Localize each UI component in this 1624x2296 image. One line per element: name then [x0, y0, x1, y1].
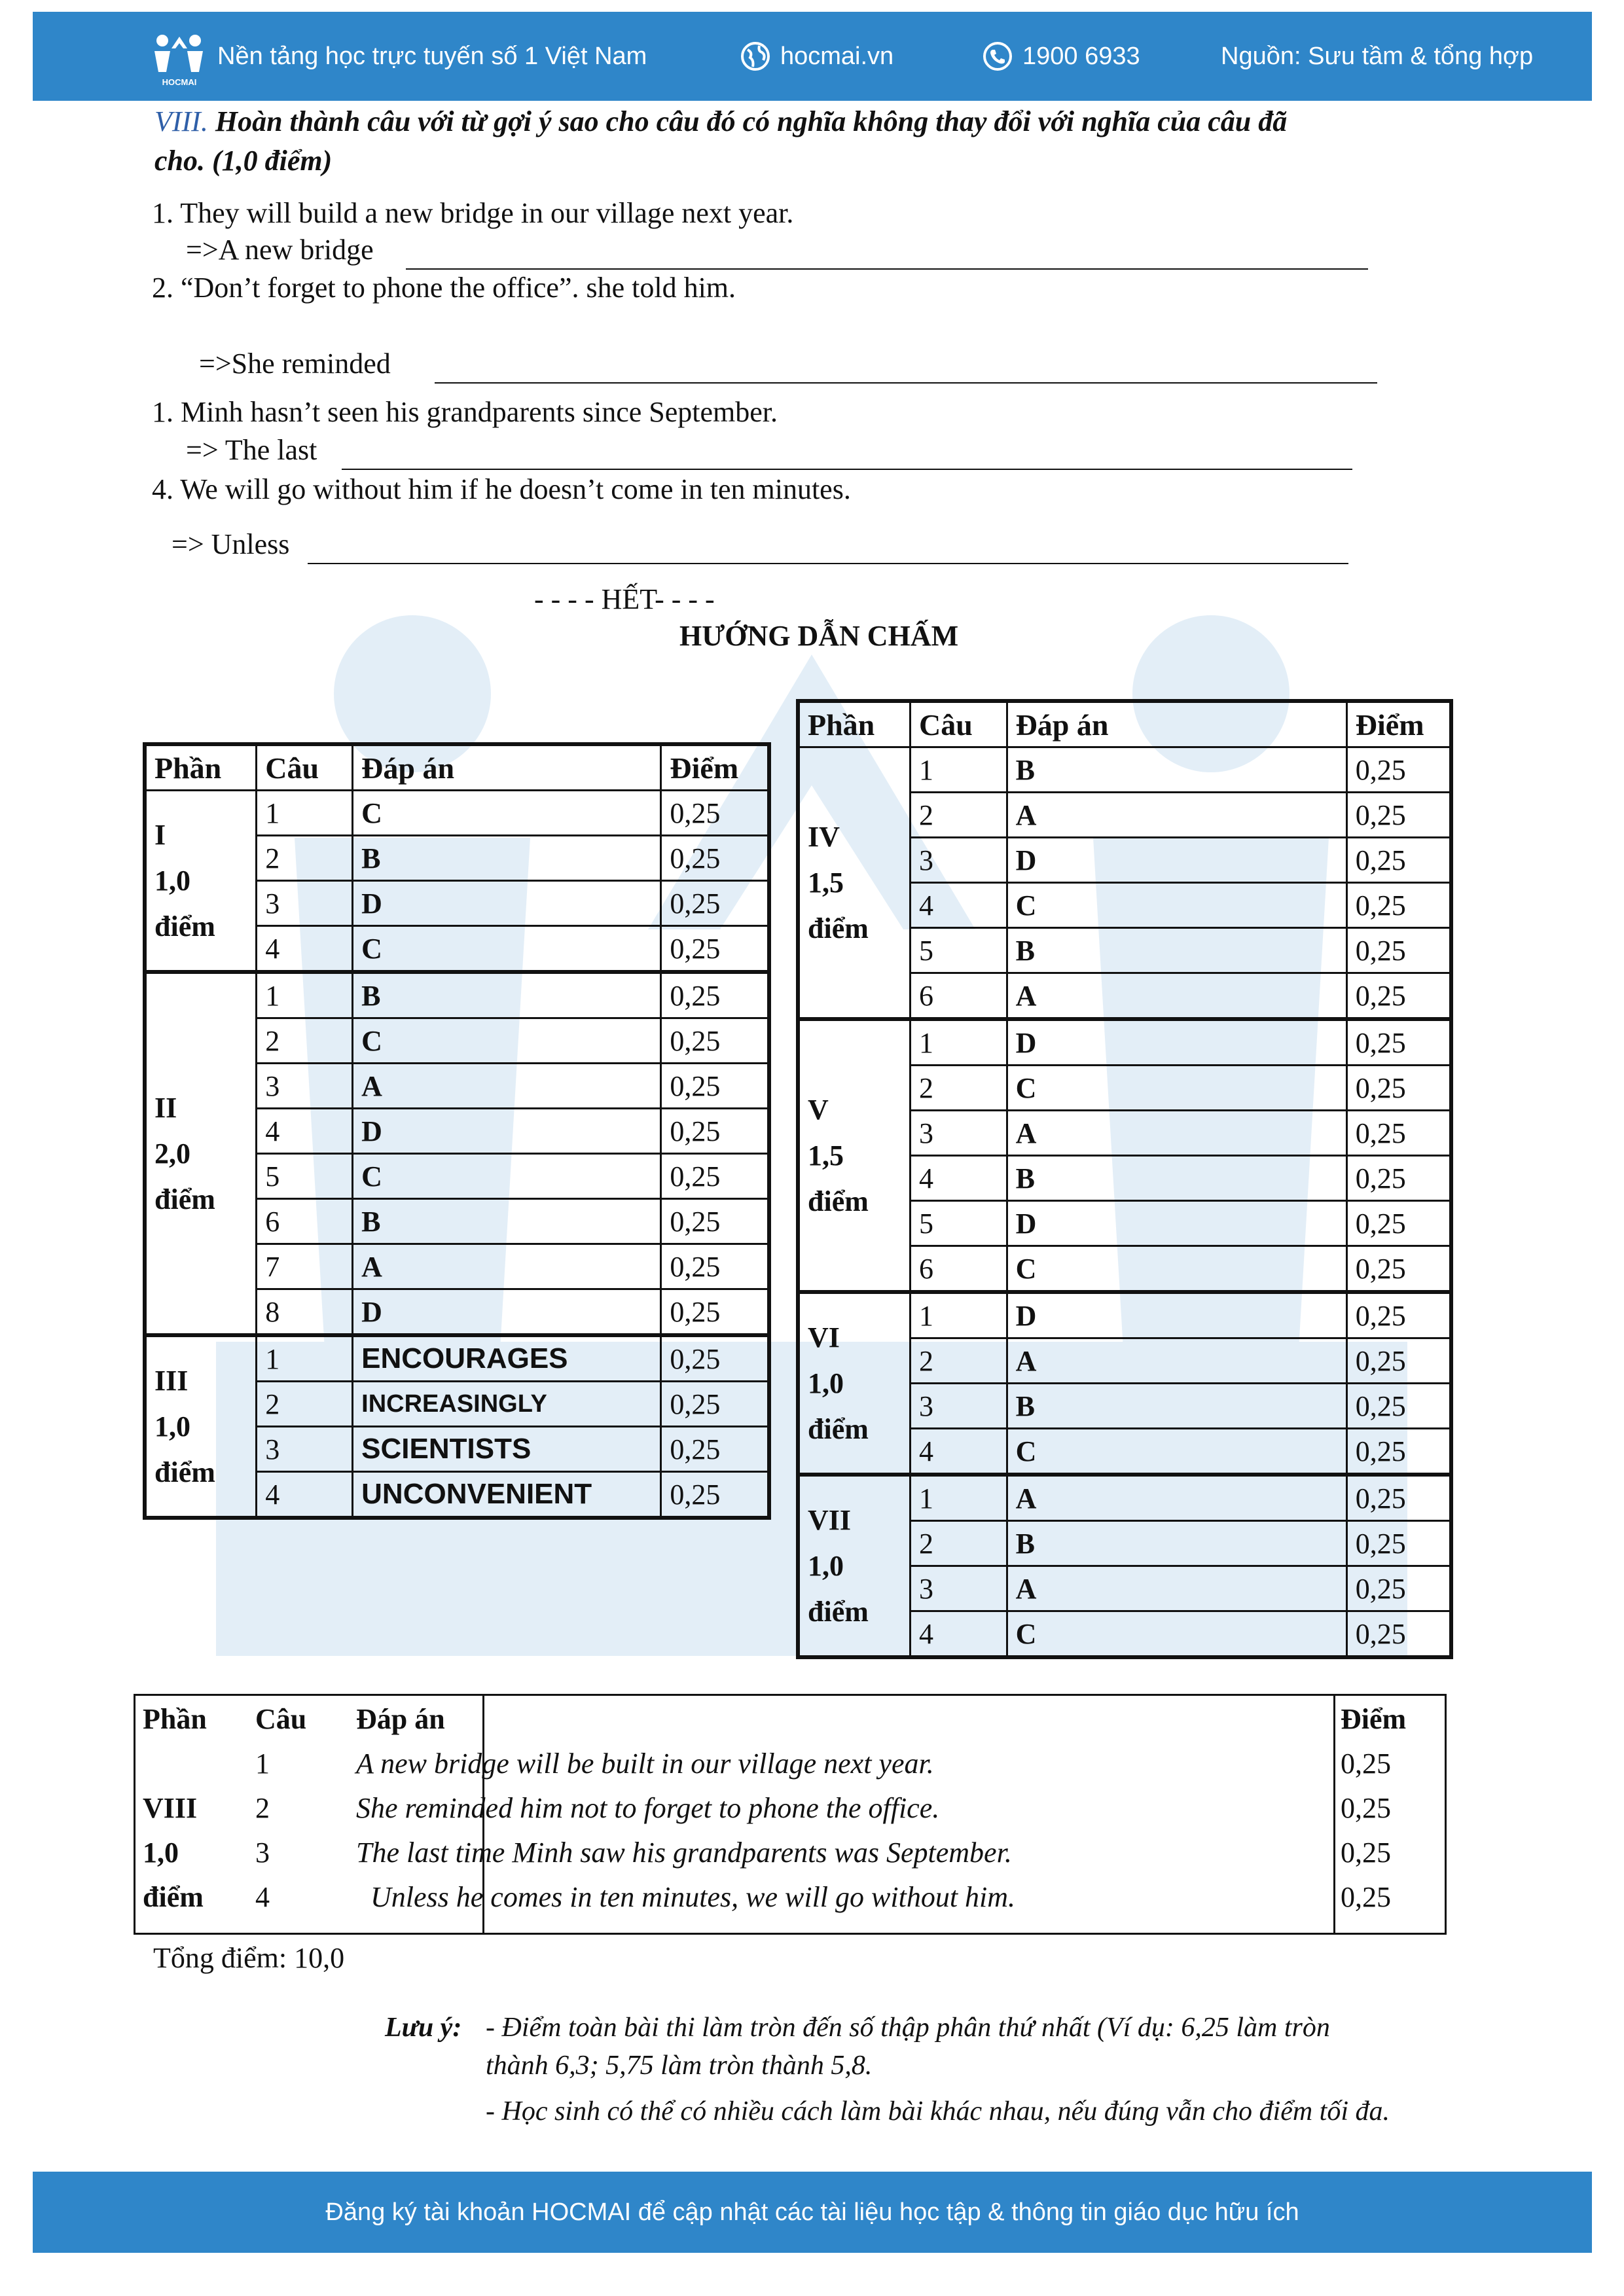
question-number: 3: [257, 1427, 353, 1472]
score-cell: 0,25: [1346, 1475, 1451, 1521]
header-website-text[interactable]: hocmai.vn: [780, 42, 894, 70]
answer-cell: A: [353, 1064, 661, 1109]
header-phone-text[interactable]: 1900 6933: [1022, 42, 1140, 70]
question-number: 8: [257, 1289, 353, 1336]
score-cell: 0,25: [661, 1154, 769, 1199]
question-number: 2: [257, 836, 353, 881]
question-number: 1: [255, 1747, 270, 1780]
section8-title-text: Hoàn thành câu với từ gợi ý sao cho câu đó có nghĩa không thay đổi với nghĩa của câu đã: [215, 105, 1288, 137]
question-number: 1: [911, 1019, 1007, 1066]
note-line-2: thành 6,3; 5,75 làm tròn thành 5,8.: [486, 2051, 873, 2081]
score-cell: 0,25: [661, 1109, 769, 1154]
answer-cell: D: [353, 1109, 661, 1154]
section-label: [136, 1741, 249, 1785]
score-cell: 0,25: [661, 1199, 769, 1244]
table-row: [136, 1830, 1443, 1874]
answer-line-2[interactable]: [435, 382, 1377, 384]
answer-cell: C: [353, 791, 661, 836]
footer-text[interactable]: Đăng ký tài khoản HOCMAI để cập nhật các tài liệu học tập & thông tin giáo dục hữu ích: [325, 2198, 1299, 2226]
score-cell: 0,25: [1346, 973, 1451, 1020]
score-cell: 0,25: [1346, 928, 1451, 973]
header-cau: Câu: [911, 701, 1007, 747]
question-number: 3: [257, 881, 353, 926]
total-score: Tổng điểm: 10,0: [153, 1942, 345, 1974]
question-number: 3: [257, 1064, 353, 1109]
section8-number: VIII.: [154, 105, 208, 137]
score-cell: 0,25: [1346, 1246, 1451, 1293]
section-cell: [798, 1292, 911, 1475]
header-phan: Phần: [145, 744, 257, 791]
section-cell: [145, 791, 257, 973]
question-number: 1: [911, 1292, 1007, 1338]
answer-cell: B: [353, 836, 661, 881]
note-line-3: - Học sinh có thể có nhiều cách làm bài khác nhau, nếu đúng vẫn cho điểm tối đa.: [486, 2096, 1390, 2126]
answer-line-4[interactable]: [308, 563, 1348, 564]
score-cell: 0,25: [661, 1289, 769, 1336]
question-number: 5: [911, 928, 1007, 973]
score-cell: 0,25: [1346, 793, 1451, 838]
score-cell: 0,25: [1341, 1747, 1391, 1780]
score-cell: 0,25: [661, 1335, 769, 1382]
section-label: VI: [808, 1321, 840, 1354]
guide-title: HƯỚNG DẪN CHẤM: [679, 620, 959, 652]
answer-cell: A: [1007, 1475, 1346, 1521]
header-source: [1221, 12, 1533, 101]
section-label: điểm: [808, 1412, 869, 1445]
header-dap-an: Đáp án: [356, 1702, 445, 1735]
table-header-row: [136, 1696, 1443, 1741]
header-brand: [217, 12, 647, 101]
answer-cell: D: [1007, 838, 1346, 883]
score-cell: 0,25: [1346, 883, 1451, 928]
score-cell: 0,25: [1346, 1156, 1451, 1201]
question-number: 1: [911, 747, 1007, 793]
question-number: 5: [257, 1154, 353, 1199]
table-header-row: [145, 744, 769, 791]
answer-cell: INCREASINGLY: [353, 1382, 661, 1427]
section-cell: [798, 747, 911, 1020]
answer-cell: B: [1007, 928, 1346, 973]
score-cell: 0,25: [1346, 1429, 1451, 1475]
section-cell: [798, 1019, 911, 1292]
section-cell: [145, 1335, 257, 1518]
question-4-prompt: => Unless: [171, 528, 290, 560]
question-number: 2: [911, 1521, 1007, 1566]
question-number: 7: [257, 1244, 353, 1289]
score-cell: 0,25: [661, 1064, 769, 1109]
header-diem: Điểm: [1346, 701, 1451, 747]
header-dap-an: Đáp án: [1007, 701, 1346, 747]
score-cell: 0,25: [1346, 1611, 1451, 1658]
score-cell: 0,25: [1341, 1836, 1391, 1869]
hocmai-logo-icon: [149, 31, 209, 89]
phone-icon: [982, 41, 1013, 72]
question-number: 2: [255, 1791, 270, 1824]
score-cell: 0,25: [661, 1427, 769, 1472]
question-number: 4: [911, 1611, 1007, 1658]
question-number: 6: [911, 1246, 1007, 1293]
header-diem: Điểm: [1341, 1702, 1407, 1735]
end-marker: - - - - HẾT- - - -: [534, 583, 715, 615]
note-label: Lưu ý:: [385, 2013, 462, 2043]
answer-cell: UNCONVENIENT: [353, 1472, 661, 1518]
answer-cell: C: [353, 926, 661, 973]
question-2-prompt: =>She reminded: [199, 348, 391, 380]
table-row: [136, 1874, 1443, 1919]
section-label: 2,0: [154, 1137, 190, 1170]
question-number: 6: [257, 1199, 353, 1244]
score-cell: 0,25: [661, 881, 769, 926]
question-1-sentence: 1. They will build a new bridge in our village next year.: [152, 197, 794, 229]
answer-sentence: She reminded him not to forget to phone the office.: [356, 1791, 940, 1824]
score-cell: 0,25: [1346, 1111, 1451, 1156]
score-cell: 0,25: [1346, 1201, 1451, 1246]
table-row: [136, 1741, 1443, 1785]
question-number: 5: [911, 1201, 1007, 1246]
answer-cell: A: [353, 1244, 661, 1289]
question-1-prompt: =>A new bridge: [186, 234, 374, 266]
header-dap-an: Đáp án: [353, 744, 661, 791]
footer-bar[interactable]: [33, 2172, 1592, 2253]
answer-cell: C: [1007, 1246, 1346, 1293]
answer-cell: C: [353, 1154, 661, 1199]
answer-cell: D: [1007, 1201, 1346, 1246]
header-phan: Phần: [143, 1702, 207, 1735]
section-label: điểm: [154, 1183, 215, 1215]
table-row: [145, 972, 769, 1018]
table-row: [798, 1475, 1451, 1521]
answer-sentence: A new bridge will be built in our village next year.: [356, 1747, 934, 1780]
question-number: 2: [911, 793, 1007, 838]
section-label: 1,5: [808, 866, 844, 899]
section-cell: [145, 972, 257, 1335]
score-cell: 0,25: [661, 972, 769, 1018]
table-row: [145, 791, 769, 836]
answer-cell: B: [353, 972, 661, 1018]
question-number: 4: [911, 1429, 1007, 1475]
note-line-1: - Điểm toàn bài thi làm tròn đến số thập phân thứ nhất (Ví dụ: 6,25 làm tròn: [486, 2013, 1330, 2043]
header-brand-text: Nền tảng học trực tuyến số 1 Việt Nam: [217, 42, 647, 70]
section-label: II: [154, 1091, 177, 1124]
question-number: 2: [257, 1382, 353, 1427]
answer-cell: C: [353, 1018, 661, 1064]
score-cell: 0,25: [1341, 1880, 1391, 1913]
answer-cell: A: [1007, 1566, 1346, 1611]
question-number: 4: [257, 1472, 353, 1518]
section-label: điểm: [808, 912, 869, 944]
score-cell: 0,25: [1346, 1521, 1451, 1566]
header-cau: Câu: [257, 744, 353, 791]
score-cell: 0,25: [1346, 1338, 1451, 1384]
answer-table-left: [143, 742, 771, 1520]
answer-cell: D: [1007, 1019, 1346, 1066]
score-cell: 0,25: [1346, 1566, 1451, 1611]
score-cell: 0,25: [1346, 1292, 1451, 1338]
answer-cell: B: [1007, 1156, 1346, 1201]
answer-cell: A: [1007, 1338, 1346, 1384]
section-label: 1,0: [154, 1410, 190, 1443]
answer-cell: D: [1007, 1292, 1346, 1338]
answer-cell: B: [353, 1199, 661, 1244]
question-number: 4: [255, 1880, 270, 1913]
question-number: 2: [911, 1338, 1007, 1384]
question-number: 3: [911, 1111, 1007, 1156]
answer-sentence: Unless he comes in ten minutes, we will go without him.: [370, 1880, 1016, 1913]
question-number: 2: [257, 1018, 353, 1064]
logo-text: HOCMAI: [162, 77, 197, 87]
score-cell: 0,25: [1346, 1066, 1451, 1111]
section-label: VIII: [143, 1791, 198, 1824]
score-cell: 0,25: [1341, 1791, 1391, 1824]
answer-cell: B: [1007, 1384, 1346, 1429]
question-2-sentence: 2. “Don’t forget to phone the office”. she told him.: [152, 272, 736, 304]
table-header-row: [798, 701, 1451, 747]
question-number: 4: [257, 926, 353, 973]
question-number: 1: [911, 1475, 1007, 1521]
section-label: III: [154, 1364, 189, 1397]
question-3-sentence: 1. Minh hasn’t seen his grandparents since September.: [152, 396, 778, 428]
answer-cell: C: [1007, 1611, 1346, 1658]
section-label: điểm: [808, 1595, 869, 1628]
section-label: V: [808, 1093, 829, 1126]
question-number: 4: [911, 1156, 1007, 1201]
score-cell: 0,25: [661, 836, 769, 881]
section-label: điểm: [143, 1880, 204, 1913]
question-number: 6: [911, 973, 1007, 1020]
section-label: 1,0: [143, 1836, 179, 1869]
table-row: [798, 1019, 1451, 1066]
header-phan: Phần: [798, 701, 911, 747]
question-number: 1: [257, 1335, 353, 1382]
score-cell: 0,25: [1346, 747, 1451, 793]
section-label: I: [154, 818, 166, 851]
answer-cell: B: [1007, 1521, 1346, 1566]
score-cell: 0,25: [661, 1472, 769, 1518]
section-label: điểm: [154, 1456, 215, 1488]
question-4-sentence: 4. We will go without him if he doesn’t come in ten minutes.: [152, 473, 851, 505]
answer-cell: C: [1007, 883, 1346, 928]
table-row: [145, 1335, 769, 1382]
question-number: 4: [911, 883, 1007, 928]
section-label: 1,0: [808, 1367, 844, 1399]
table-row: [798, 747, 1451, 793]
section8-title-line2: cho. (1,0 điểm): [154, 145, 333, 177]
answer-cell: ENCOURAGES: [353, 1335, 661, 1382]
score-cell: 0,25: [661, 1018, 769, 1064]
question-number: 1: [257, 791, 353, 836]
header-cau: Câu: [255, 1702, 307, 1735]
answer-cell: C: [1007, 1066, 1346, 1111]
question-number: 3: [255, 1836, 270, 1869]
answer-cell: A: [1007, 973, 1346, 1020]
section-label: VII: [808, 1503, 852, 1536]
question-number: 4: [257, 1109, 353, 1154]
answer-cell: SCIENTISTS: [353, 1427, 661, 1472]
answer-cell: A: [1007, 793, 1346, 838]
score-cell: 0,25: [661, 926, 769, 973]
section8-title-line1: [154, 105, 1287, 138]
table-row: [136, 1785, 1443, 1830]
answer-cell: D: [353, 881, 661, 926]
score-cell: 0,25: [1346, 1019, 1451, 1066]
header-diem: Điểm: [661, 744, 769, 791]
answer-sentence: The last time Minh saw his grandparents was September.: [356, 1836, 1012, 1869]
answer-cell: B: [1007, 747, 1346, 793]
section-label: IV: [808, 820, 840, 853]
section-label: 1,0: [808, 1549, 844, 1582]
answer-line-3[interactable]: [342, 469, 1352, 470]
question-number: 2: [911, 1066, 1007, 1111]
header-source-text: Nguồn: Sưu tầm & tổng hợp: [1221, 42, 1534, 70]
answer-cell: A: [1007, 1111, 1346, 1156]
answer-cell: C: [1007, 1429, 1346, 1475]
question-number: 3: [911, 838, 1007, 883]
question-number: 3: [911, 1384, 1007, 1429]
section-cell: [798, 1475, 911, 1657]
score-cell: 0,25: [1346, 1384, 1451, 1429]
score-cell: 0,25: [661, 791, 769, 836]
header-phone[interactable]: [982, 12, 1140, 101]
question-number: 1: [257, 972, 353, 1018]
header-website[interactable]: [740, 12, 893, 101]
section-label: điểm: [808, 1185, 869, 1217]
question-number: 3: [911, 1566, 1007, 1611]
answer-table-right: [796, 699, 1453, 1659]
score-cell: 0,25: [661, 1382, 769, 1427]
section-label: điểm: [154, 910, 215, 942]
table-row: [798, 1292, 1451, 1338]
answer-cell: D: [353, 1289, 661, 1336]
score-cell: 0,25: [661, 1244, 769, 1289]
section-label: 1,5: [808, 1139, 844, 1172]
header-bar: [33, 12, 1592, 101]
section-label: 1,0: [154, 864, 190, 897]
question-3-prompt: => The last: [186, 434, 317, 466]
answer-line-1[interactable]: [406, 268, 1368, 270]
globe-icon: [740, 41, 771, 72]
answer-table-bottom: [136, 1696, 1443, 1919]
score-cell: 0,25: [1346, 838, 1451, 883]
